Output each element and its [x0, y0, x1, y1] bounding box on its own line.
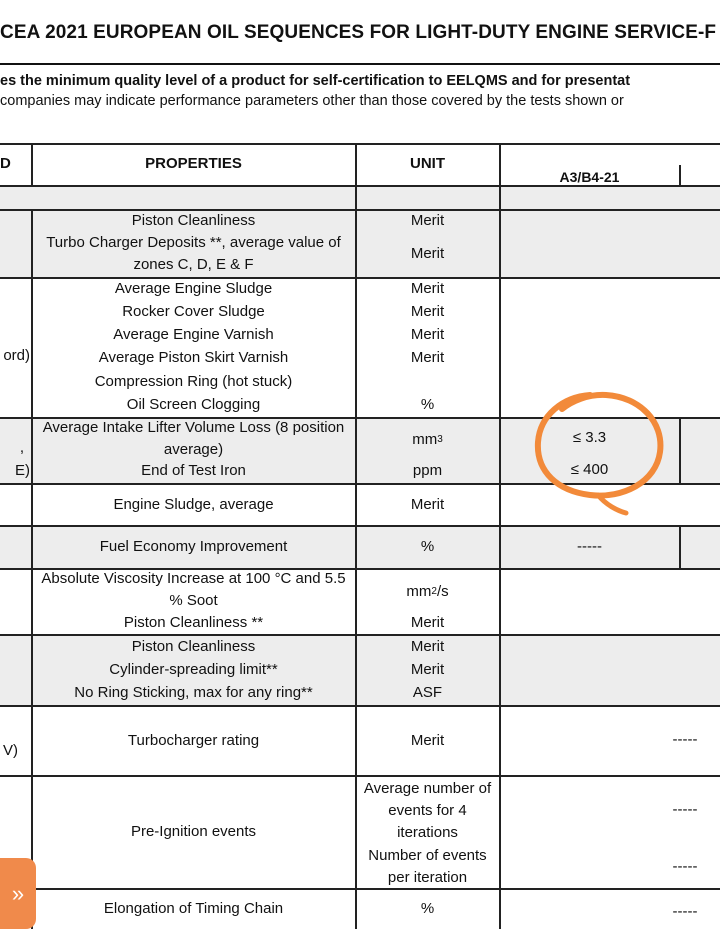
unit-cell: % — [420, 900, 435, 917]
unit-cell: Merit — [410, 731, 445, 749]
unit-cell: Merit — [410, 348, 445, 366]
property-timing-chain: Elongation of Timing Chain — [103, 900, 284, 917]
document-title: CEA 2021 EUROPEAN OIL SEQUENCES FOR LIGHT-DUTY ENGINE SERVICE-F — [0, 22, 717, 43]
unit-cell: ASF — [412, 683, 443, 701]
unit-cell: Merit — [410, 637, 445, 655]
value-timing-chain: ----- — [672, 903, 698, 920]
unit-tail: /s — [436, 583, 449, 600]
unit-cell: Merit — [410, 613, 445, 631]
left-fragment: ord) — [3, 347, 30, 364]
left-fragment: , — [19, 439, 24, 456]
unit-cell: Merit — [410, 660, 445, 678]
property-engine-varnish: Average Engine Varnish — [113, 325, 274, 343]
unit-cell: % — [420, 396, 435, 413]
property-cylinder-spreading: Cylinder-spreading limit** — [109, 660, 278, 678]
left-fragment: V) — [3, 742, 18, 759]
unit-cell: Merit — [410, 302, 445, 320]
value-pre-ignition-avg: ----- — [672, 801, 698, 818]
unit-cell: Number of events per iteration — [368, 846, 487, 886]
property-engine-sludge-average: Engine Sludge, average — [113, 495, 274, 513]
header-a3b4: A3/B4-21 — [559, 169, 620, 185]
property-piston-skirt-varnish: Average Piston Skirt Varnish — [98, 348, 289, 366]
property-turbo-deposits: Turbo Charger Deposits **, average value of zones C, D, E & F — [46, 234, 341, 273]
double-chevron-right-icon: » — [11, 880, 25, 906]
side-expand-button[interactable] — [0, 858, 36, 929]
property-rocker-cover-sludge: Rocker Cover Sludge — [122, 302, 265, 320]
unit-cell: % — [420, 538, 435, 555]
property-compression-ring: Compression Ring (hot stuck) — [94, 372, 293, 390]
property-oil-screen-clogging: Oil Screen Clogging — [126, 396, 261, 413]
unit-cell: Merit — [410, 325, 445, 343]
intro-line-1: es the minimum quality level of a product for self-certification to EELQMS and for presentat — [0, 73, 631, 89]
property-turbocharger-rating: Turbocharger rating — [127, 731, 260, 749]
value-pre-ignition-per: ----- — [672, 858, 698, 875]
property-engine-sludge: Average Engine Sludge — [114, 280, 273, 297]
unit-cell: mm 3 — [356, 420, 499, 460]
value-end-of-test-iron: ≤ 400 — [570, 461, 609, 478]
property-piston-cleanliness: Piston Cleanliness — [131, 637, 256, 655]
header-properties: PROPERTIES — [145, 155, 242, 172]
unit-cell: Merit — [410, 212, 445, 229]
intro-line-2: companies may indicate performance parameters other than those covered by the tests shown or — [0, 93, 624, 109]
property-pre-ignition: Pre-Ignition events — [130, 823, 257, 840]
property-fuel-economy: Fuel Economy Improvement — [99, 538, 288, 555]
unit-cell: Merit — [410, 280, 445, 297]
property-piston-cleanliness: Piston Cleanliness ** — [123, 613, 264, 631]
unit-cell: Merit — [410, 495, 445, 513]
header-test: D — [0, 155, 11, 172]
property-intake-lifter-loss: Average Intake Lifter Volume Loss (8 position average) — [42, 419, 345, 458]
unit-cell: Average number of events for 4 iterations — [363, 780, 492, 841]
value-intake-lifter: ≤ 3.3 — [572, 429, 607, 446]
header-unit: UNIT — [410, 155, 445, 172]
unit-cell: mm 2 /s — [356, 576, 499, 608]
value-turbocharger-rating: ----- — [672, 731, 698, 748]
unit-cell: Merit — [410, 245, 445, 262]
property-end-of-test-iron: End of Test Iron — [141, 462, 246, 479]
unit-base: mm — [412, 431, 438, 448]
left-fragment: E) — [15, 462, 30, 479]
unit-base: mm — [406, 583, 432, 600]
property-absolute-viscosity: Absolute Viscosity Increase at 100 °C and 5.5 % Soot — [41, 570, 346, 609]
value-fuel-economy: ----- — [577, 538, 602, 555]
property-ring-sticking: No Ring Sticking, max for any ring** — [74, 683, 313, 701]
unit-cell: ppm — [412, 462, 443, 479]
annotation-circle — [528, 387, 678, 527]
property-piston-cleanliness: Piston Cleanliness — [131, 212, 256, 229]
